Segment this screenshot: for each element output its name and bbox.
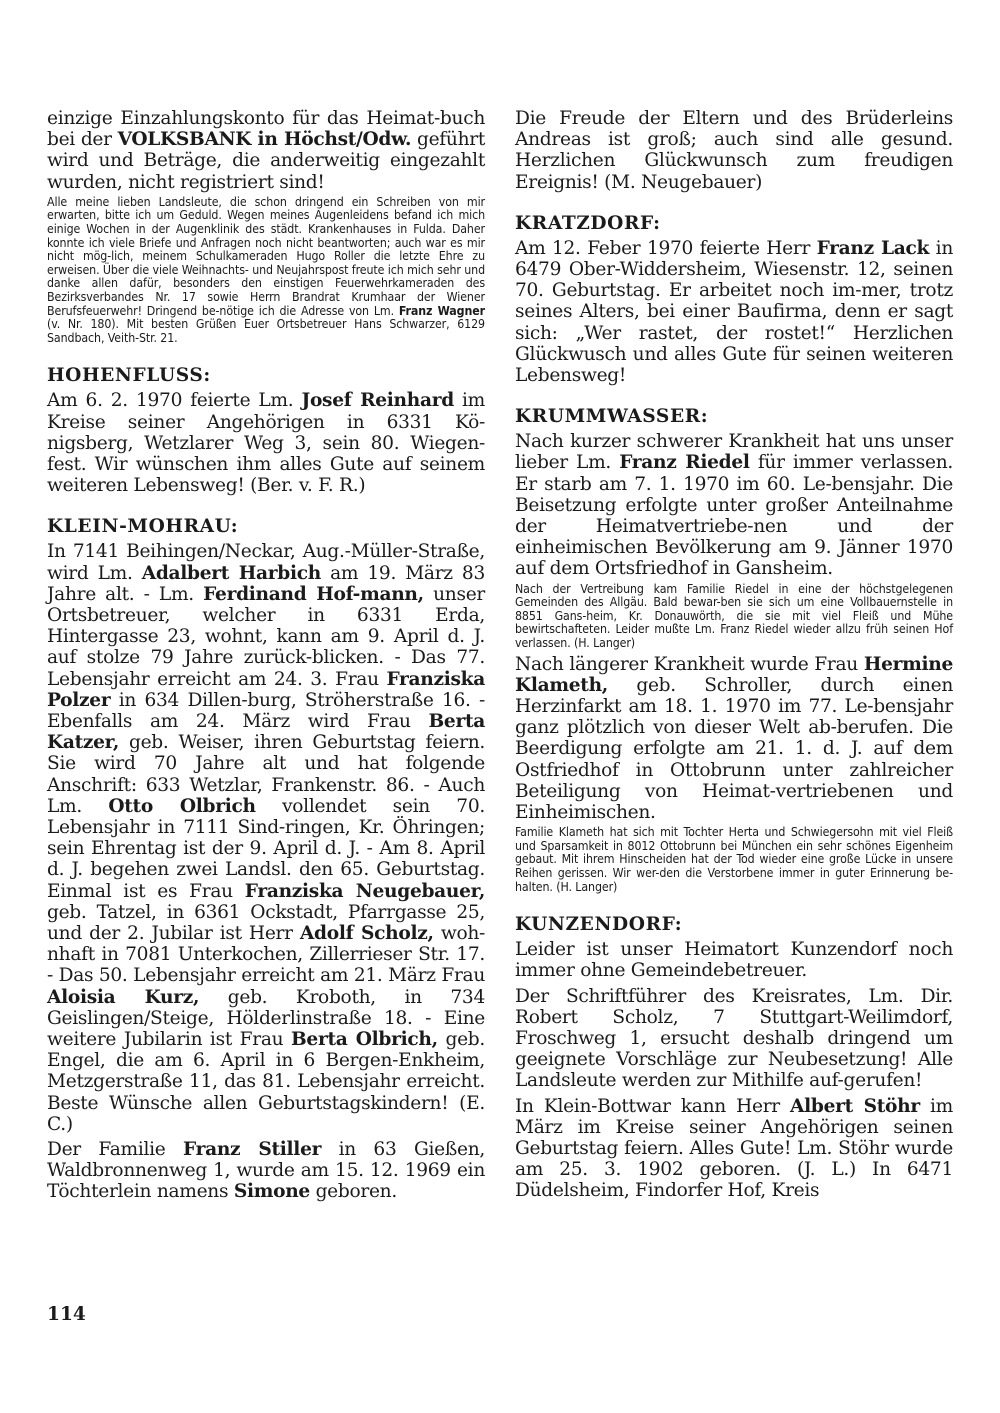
paragraph: Am 6. 2. 1970 feierte Lm. Josef Reinhard im Kreise seiner Angehörigen in 6331 Kö-nigsberg, Wetzlarer Weg 3, sein 80. Wiegen-fest. Wir wünschen ihm alles Gute auf seinem weiteren Lebensweg! (Ber. v. F. R.) [47, 390, 485, 497]
section-kunzendorf [515, 914, 953, 1201]
section-hohenfluss [47, 365, 485, 496]
right-column [515, 108, 953, 1202]
left-column [47, 108, 485, 1203]
paragraph: Der Familie Franz Stiller in 63 Gießen, Waldbronnenweg 1, wurde am 15. 12. 1969 ein Töchterlein namens Simone geboren. [47, 1139, 485, 1203]
section-krummwasser [515, 406, 953, 894]
section-heading: HOHENFLUSS: [47, 365, 211, 387]
paragraph: In 7141 Beihingen/Neckar, Aug.-Müller-Straße, wird Lm. Adalbert Harbich am 19. März 83 Jahre alt. - Lm. Ferdinand Hof-mann, unser Ortsbetreuer, welcher in 6331 Erda, Hintergasse 23, wohnt, kann am 9. April d. J. auf stolze 79 Jahre zurück-blicken. - Das 77. Lebensjahr erreicht am 24. 3. Frau Franziska Polzer in 634 Dillen-burg, Ströherstraße 16. - Ebenfalls am 24. März wird Frau Berta Katzer, geb. Weiser, ihren Geburtstag feiern. Sie wird 70 Jahre alt und hat folgende Anschrift: 633 Wetzlar, Frankenstr. 86. - Auch Lm. Otto Olbrich vollendet sein 70. Lebensjahr in 7111 Sind-ringen, Kr. Öhringen; sein Ehrentag ist der 9. April d. J. - Am 8. April d. J. begehen zwei Landsl. den 65. Geburtstag. Einmal ist es Frau Franziska Neugebauer, geb. Tatzel, in 6361 Ockstadt, Pfarrgasse 25, und der 2. Jubilar ist Herr Adolf Scholz, woh-nhaft in 7081 Unterkochen, Zillerrieser Str. 17. - Das 50. Lebensjahr erreicht am 21. März Frau Aloisia Kurz, geb. Kroboth, in 734 Geislingen/Steige, Hölderlinstraße 18. - Eine weitere Jubilarin ist Frau Berta Olbrich, geb. Engel, die am 6. April in 6 Bergen-Enkheim, Metzgerstraße 11, das 81. Lebensjahr erreicht. Beste Wünsche allen Geburtstagskindern! (E. C.) [47, 541, 485, 1135]
section-klein-mohrau [47, 516, 485, 1202]
paragraph: Der Schriftführer des Kreisrates, Lm. Dir. Robert Scholz, 7 Stuttgart-Weilimdorf, Froschweg 1, ersucht deshalb dringend um geeignete Vorschläge zur Neubesetzung! Alle Landsleute werden zur Mithilfe auf-gerufen! [515, 985, 953, 1092]
section-kratzdorf [515, 213, 953, 386]
note: Nach der Vertreibung kam Familie Riedel in eine der höchstgelegenen Gemeinden des Allgäu. Bald bewar-ben sie sich um eine Vollbauernstelle in 8851 Gans-heim, Kr. Donauwörth, die sie mit viel Fleiß und Mühe bewirtschafteten. Leider mußte Lm. Franz Riedel wieder allzu früh seinen Hof verlassen. (H. Langer) [515, 581, 953, 651]
intro-paragraph: Die Freude der Eltern und des Brüderleins Andreas ist groß; auch sind alle gesund. Herzlichen Glückwunsch zum freudigen Ereignis! (M. Neugebauer) [515, 108, 953, 193]
intro-paragraph: einzige Einzahlungskonto für das Heimat-buch bei der VOLKSBANK in Höchst/Odw. geführt wird und Beträge, die anderweitig eingezahlt wurden, nicht registriert sind! [47, 108, 485, 193]
page-number: 114 [47, 1304, 86, 1325]
section-heading: KRATZDORF: [515, 212, 661, 234]
section-heading: KLEIN-MOHRAU: [47, 516, 239, 538]
paragraph: In Klein-Bottwar kann Herr Albert Stöhr im März im Kreise seiner Angehörigen seinen Geburtstag feiern. Alles Gute! Lm. Stöhr wurde am 25. 3. 1902 geboren. (J. L.) In 6471 Düdelsheim, Findorfer Hof, Kreis [515, 1095, 953, 1202]
paragraph: Nach kurzer schwerer Krankheit hat uns unser lieber Lm. Franz Riedel für immer verlassen. Er starb am 7. 1. 1970 im 60. Le-bensjahr. Die Beisetzung erfolgte unter großer Anteilnahme der Heimatvertriebe-nen und der einheimischen Bevölkerung am 9. Jänner 1970 auf dem Ortsfriedhof in Gansheim. [515, 431, 953, 580]
paragraph: Leider ist unser Heimatort Kunzendorf noch immer ohne Gemeindebetreuer. [515, 939, 953, 982]
section-heading: KRUMMWASSER: [515, 406, 709, 428]
section-heading: KUNZENDORF: [515, 914, 683, 936]
paragraph: Am 12. Feber 1970 feierte Herr Franz Lack in 6479 Ober-Widdersheim, Wiesenstr. 12, seinen 70. Geburtstag. Er arbeitet noch im-mer, trotz seines Alters, bei einer Baufirma, denn er sagt sich: „Wer rastet, der rostet!“ Herzlichen Glückwusch und alles Gute für seinen weiteren Lebensweg! [515, 237, 953, 387]
paragraph: Nach längerer Krankheit wurde Frau Hermine Klameth, geb. Schroller, durch einen Herzinfarkt am 18. 1. 1970 im 77. Le-bensjahr ganz plötzlich von dieser Welt ab-berufen. Die Beerdigung erfolgte am 21. 1. d. J. auf dem Ostfriedhof in Ottobrunn unter zahlreicher Beteiligung von Heimat-vertriebenen und Einheimischen. [515, 653, 953, 824]
note: Familie Klameth hat sich mit Tochter Herta und Schwiegersohn mit viel Fleiß und Sparsamkeit in 8012 Ottobrunn bei München ein sehr schönes Eigenheim gebaut. Mit ihrem Hinscheiden hat der Tod wieder eine große Lücke in unsere Reihen gerissen. Wir wer-den die Verstorbene immer in guter Erinnerung be-halten. (H. Langer) [515, 825, 953, 894]
intro-note: Alle meine lieben Landsleute, die schon dringend ein Schreiben von mir erwarten, bitte ich um Geduld. Wegen meines Augenleidens befand ich mich einige Wochen in der Augenklinik des städt. Krankenhauses in Fulda. Daher konnte ich viele Briefe und Anfragen noch nicht beantworten; auch war es mir nicht mög-lich, meinem Schulkameraden Hugo Roller die letzte Ehre zu erweisen. Über die viele Weihnachts- und Neujahrspost freute ich mich sehr und danke allen dafür, besonders den einstigen Feuerwehrkameraden des Bezirksverbandes Nr. 17 sowie Herrn Brandrat Krumhaar der Wiener Berufsfeuerwehr! Dringend be-nötige ich die Adresse von Lm. Franz Wagner (v. Nr. 180). Mit besten Grüßen Euer Ortsbetreuer Hans Schwarzer, 6129 Sandbach, Veith-Str. 21. [47, 194, 485, 345]
